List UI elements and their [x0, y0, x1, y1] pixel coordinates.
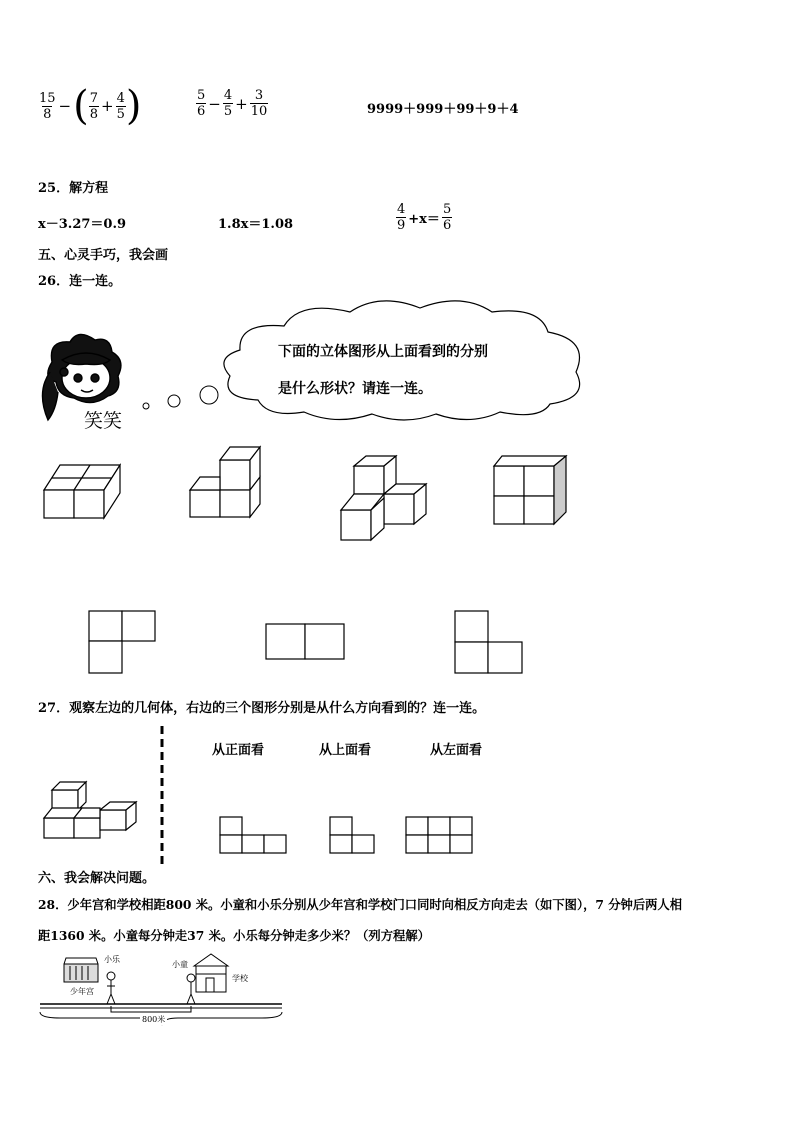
fig-label-xiaole: 小乐 — [104, 955, 120, 964]
minus-sign: − — [208, 94, 221, 113]
fraction: $\frac{5}{6}$ — [442, 202, 452, 233]
view-label-top: 从上面看 — [319, 743, 372, 758]
fraction: $\frac{7}{8}$ — [89, 90, 99, 122]
girl-name-label: 笑笑 — [84, 410, 123, 432]
top-view-1 — [89, 611, 155, 673]
plus-sign: + — [235, 94, 248, 113]
cloud-text-line-1: 下面的立体图形从上面看到的分别 — [278, 344, 488, 360]
equation-operator: +x＝ — [408, 212, 440, 227]
view-label-front: 从正面看 — [212, 743, 265, 758]
fraction: $\frac{5}{6}$ — [197, 88, 206, 119]
fig-label-shaoniangong: 少年宫 — [70, 987, 94, 996]
youth-palace-icon — [64, 958, 98, 982]
solid-shape-1 — [44, 465, 120, 518]
xiaotong-figure-icon — [187, 974, 195, 1004]
top-view-3 — [455, 611, 522, 673]
q28-text-line-1: 28．少年宫和学校相距800 米。小童和小乐分别从少年宫和学校门口同时向相反方向走去（如下图），7 分钟后两人相 — [38, 897, 683, 912]
minus-sign: − — [58, 97, 72, 115]
q25-title: 25．解方程 — [38, 181, 109, 196]
fig-label-school: 学校 — [232, 974, 248, 983]
q27-solid — [44, 782, 136, 838]
fraction: $\frac{4}{5}$ — [116, 90, 125, 122]
solid-shape-3 — [341, 456, 426, 540]
solid-shape-2 — [190, 447, 260, 517]
thought-bubble-large — [200, 386, 218, 404]
solid-shape-4 — [494, 456, 566, 524]
view-label-left: 从左面看 — [430, 743, 483, 758]
section-5-heading: 五、心灵手巧，我会画 — [38, 248, 169, 263]
thought-bubble-small — [143, 403, 149, 409]
expr-3: 9999＋999＋99＋9＋4 — [367, 102, 519, 117]
q27-view-2 — [330, 817, 374, 853]
fig-label-xiaotong: 小童 — [172, 960, 188, 969]
q27-view-1 — [220, 817, 286, 853]
q27-view-3 — [406, 817, 472, 853]
school-icon — [194, 954, 228, 992]
fig-label-distance: 800米 — [142, 1015, 166, 1024]
equation-1: x－3.27＝0.9 — [38, 217, 127, 232]
cloud-text-line-2: 是什么形状？请连一连。 — [278, 381, 432, 397]
thought-bubble-medium — [168, 395, 180, 407]
q26-title: 26．连一连。 — [38, 274, 122, 289]
xiaole-figure-icon — [107, 972, 115, 1004]
right-paren: ) — [125, 83, 142, 129]
fraction: $\frac{4}{9}$ — [397, 202, 406, 233]
left-paren: ( — [73, 83, 89, 129]
equation-2: 1.8x＝1.08 — [218, 217, 294, 232]
q27-title: 27．观察左边的几何体，右边的三个图形分别是从什么方向看到的？连一连。 — [38, 701, 486, 716]
section-6-heading: 六、我会解决问题。 — [38, 871, 156, 886]
fraction: $\frac{4}{5}$ — [223, 88, 233, 119]
top-view-2 — [266, 624, 344, 659]
q28-text-line-2: 距1360 米。小童每分钟走37 米。小乐每分钟走多少米？（列方程解） — [38, 928, 430, 943]
fraction: $\frac{15}{8}$ — [39, 90, 56, 122]
fraction: $\frac{3}{10}$ — [250, 88, 268, 119]
plus-sign: + — [101, 97, 114, 115]
